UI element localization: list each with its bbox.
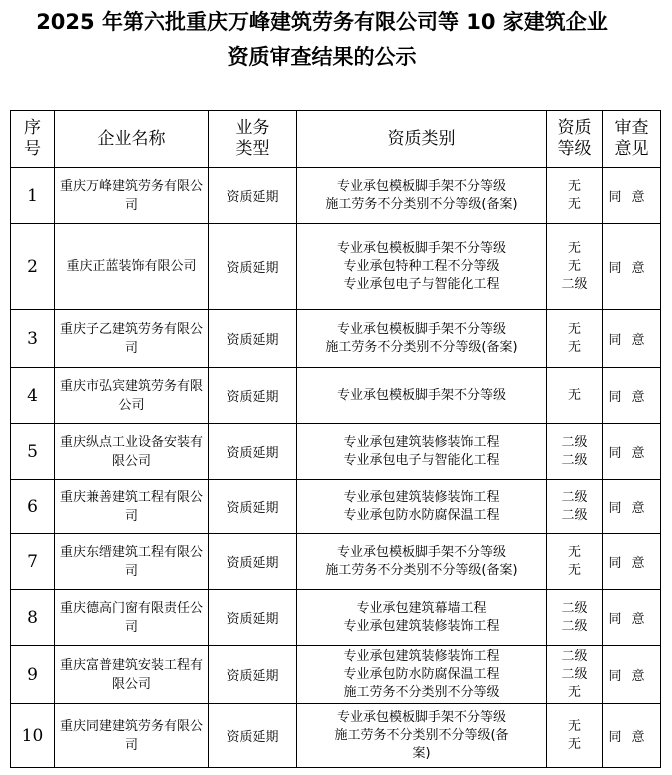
row-business-type-cell: 资质延期	[209, 646, 297, 704]
table-row	[11, 224, 661, 310]
row-level-cell	[547, 590, 603, 646]
row-qualification-cell	[297, 590, 547, 646]
table-row	[11, 480, 661, 534]
qualification-line: 专业承包电子与智能化工程	[343, 452, 500, 468]
table-row	[11, 424, 661, 480]
qualification-line: 专业承包防水防腐保温工程	[343, 507, 500, 523]
row-seq-cell: 1	[11, 168, 55, 224]
row-company-cell: 重庆兼善建筑工程有限公司	[55, 480, 209, 534]
level-line: 无	[567, 736, 581, 752]
qualification-review-table	[10, 110, 661, 768]
table-row	[11, 534, 661, 590]
row-level-cell	[547, 368, 603, 424]
row-qualification-cell	[297, 224, 547, 310]
row-company-cell: 重庆正蓝装饰有限公司	[55, 224, 209, 310]
row-level-cell	[547, 534, 603, 590]
row-seq-cell: 10	[11, 704, 55, 768]
header-biz-line: 类型	[235, 139, 270, 159]
row-review-result-cell: 同意	[603, 424, 661, 480]
qualification-line: 专业承包建筑装修装饰工程	[343, 618, 500, 634]
row-seq-cell: 9	[11, 646, 55, 704]
row-review-result-cell: 同意	[603, 480, 661, 534]
qualification-line: 专业承包建筑幕墙工程	[356, 600, 487, 616]
level-line: 二级	[561, 666, 588, 682]
table-row	[11, 646, 661, 704]
qualification-line: 专业承包模板脚手架不分等级	[336, 178, 506, 194]
level-line: 二级	[561, 507, 588, 523]
row-qualification-cell	[297, 534, 547, 590]
row-company-cell: 重庆市弘宾建筑劳务有限公司	[55, 368, 209, 424]
header-result-line: 意见	[614, 139, 649, 159]
level-line: 二级	[561, 600, 588, 616]
row-seq-cell: 4	[11, 368, 55, 424]
row-review-result-cell: 同意	[603, 310, 661, 368]
table-row	[11, 368, 661, 424]
row-level-cell	[547, 480, 603, 534]
notice-title-line-1: 2025 年第六批重庆万峰建筑劳务有限公司等 10 家建筑企业	[36, 10, 608, 34]
row-company-cell: 重庆同建建筑劳务有限公司	[55, 704, 209, 768]
header-review-result	[603, 111, 661, 168]
row-company-cell: 重庆东缙建筑工程有限公司	[55, 534, 209, 590]
header-seq-line: 序	[24, 118, 41, 138]
row-qualification-cell	[297, 310, 547, 368]
row-qualification-cell	[297, 480, 547, 534]
header-level-line: 资质	[557, 118, 592, 138]
row-business-type-cell: 资质延期	[209, 480, 297, 534]
row-review-result-cell: 同意	[603, 224, 661, 310]
row-level-cell	[547, 224, 603, 310]
row-qualification-cell	[297, 704, 547, 768]
table-body	[11, 168, 661, 768]
qualification-line: 专业承包防水防腐保温工程	[343, 666, 500, 682]
qualification-line: 专业承包模板脚手架不分等级	[336, 240, 506, 256]
row-level-cell	[547, 704, 603, 768]
level-line: 无	[567, 718, 581, 734]
header-result-line: 审查	[614, 118, 649, 138]
level-line: 二级	[561, 618, 588, 634]
header-seq	[11, 111, 55, 168]
qualification-line: 施工劳务不分类别不分等级(备案)	[325, 196, 518, 212]
row-company-cell: 重庆万峰建筑劳务有限公司	[55, 168, 209, 224]
row-business-type-cell: 资质延期	[209, 310, 297, 368]
row-qualification-cell	[297, 368, 547, 424]
qualification-line: 案)	[412, 745, 431, 761]
level-line: 二级	[561, 452, 588, 468]
qualification-line: 专业承包模板脚手架不分等级	[336, 387, 506, 403]
qualification-line: 施工劳务不分类别不分等级(备	[334, 727, 509, 743]
row-seq-cell: 7	[11, 534, 55, 590]
row-review-result-cell: 同意	[603, 646, 661, 704]
row-company-cell: 重庆子乙建筑劳务有限公司	[55, 310, 209, 368]
level-line: 二级	[561, 276, 588, 292]
notice-title-line-2: 资质审查结果的公示	[227, 45, 417, 69]
row-review-result-cell: 同意	[603, 168, 661, 224]
table-row	[11, 590, 661, 646]
row-qualification-cell	[297, 424, 547, 480]
row-company-cell: 重庆德高门窗有限责任公司	[55, 590, 209, 646]
row-business-type-cell: 资质延期	[209, 168, 297, 224]
level-line: 无	[567, 321, 581, 337]
level-line: 无	[567, 339, 581, 355]
row-company-cell: 重庆富普建筑安装工程有限公司	[55, 646, 209, 704]
header-qualification-category: 资质类别	[297, 111, 547, 168]
header-qualification-level	[547, 111, 603, 168]
level-line: 二级	[561, 489, 588, 505]
level-line: 无	[567, 544, 581, 560]
level-line: 二级	[561, 434, 588, 450]
header-biz-line: 业务	[235, 118, 270, 138]
level-line: 无	[567, 684, 581, 700]
row-seq-cell: 6	[11, 480, 55, 534]
table-row	[11, 168, 661, 224]
row-seq-cell: 5	[11, 424, 55, 480]
row-level-cell	[547, 168, 603, 224]
row-review-result-cell: 同意	[603, 590, 661, 646]
qualification-line: 专业承包模板脚手架不分等级	[336, 544, 506, 560]
qualification-line: 专业承包电子与智能化工程	[343, 276, 500, 292]
row-business-type-cell: 资质延期	[209, 424, 297, 480]
qualification-line: 施工劳务不分类别不分等级	[343, 684, 500, 700]
level-line: 无	[567, 196, 581, 212]
header-company: 企业名称	[55, 111, 209, 168]
row-business-type-cell: 资质延期	[209, 534, 297, 590]
level-line: 无	[567, 387, 581, 403]
qualification-line: 专业承包建筑装修装饰工程	[343, 648, 500, 664]
table-row	[11, 704, 661, 768]
qualification-line: 专业承包模板脚手架不分等级	[336, 709, 506, 725]
row-business-type-cell: 资质延期	[209, 590, 297, 646]
level-line: 无	[567, 240, 581, 256]
row-review-result-cell: 同意	[603, 534, 661, 590]
table-row	[11, 310, 661, 368]
qualification-line: 专业承包建筑装修装饰工程	[343, 434, 500, 450]
level-line: 无	[567, 562, 581, 578]
level-line: 无	[567, 178, 581, 194]
qualification-line: 施工劳务不分类别不分等级(备案)	[325, 562, 518, 578]
row-seq-cell: 3	[11, 310, 55, 368]
row-business-type-cell: 资质延期	[209, 224, 297, 310]
row-seq-cell: 8	[11, 590, 55, 646]
row-level-cell	[547, 424, 603, 480]
row-level-cell	[547, 310, 603, 368]
level-line: 二级	[561, 648, 588, 664]
row-company-cell: 重庆纵点工业设备安装有限公司	[55, 424, 209, 480]
header-business-type	[209, 111, 297, 168]
row-qualification-cell	[297, 646, 547, 704]
level-line: 无	[567, 258, 581, 274]
row-review-result-cell: 同意	[603, 368, 661, 424]
row-business-type-cell: 资质延期	[209, 704, 297, 768]
qualification-line: 专业承包模板脚手架不分等级	[336, 321, 506, 337]
qualification-line: 专业承包特种工程不分等级	[343, 258, 500, 274]
header-level-line: 等级	[557, 139, 592, 159]
qualification-line: 施工劳务不分类别不分等级(备案)	[325, 339, 518, 355]
qualification-line: 专业承包建筑装修装饰工程	[343, 489, 500, 505]
table-header-row	[11, 111, 661, 168]
row-business-type-cell: 资质延期	[209, 368, 297, 424]
row-level-cell	[547, 646, 603, 704]
row-seq-cell: 2	[11, 224, 55, 310]
row-qualification-cell	[297, 168, 547, 224]
header-seq-line: 号	[24, 139, 41, 159]
row-review-result-cell: 同意	[603, 704, 661, 768]
